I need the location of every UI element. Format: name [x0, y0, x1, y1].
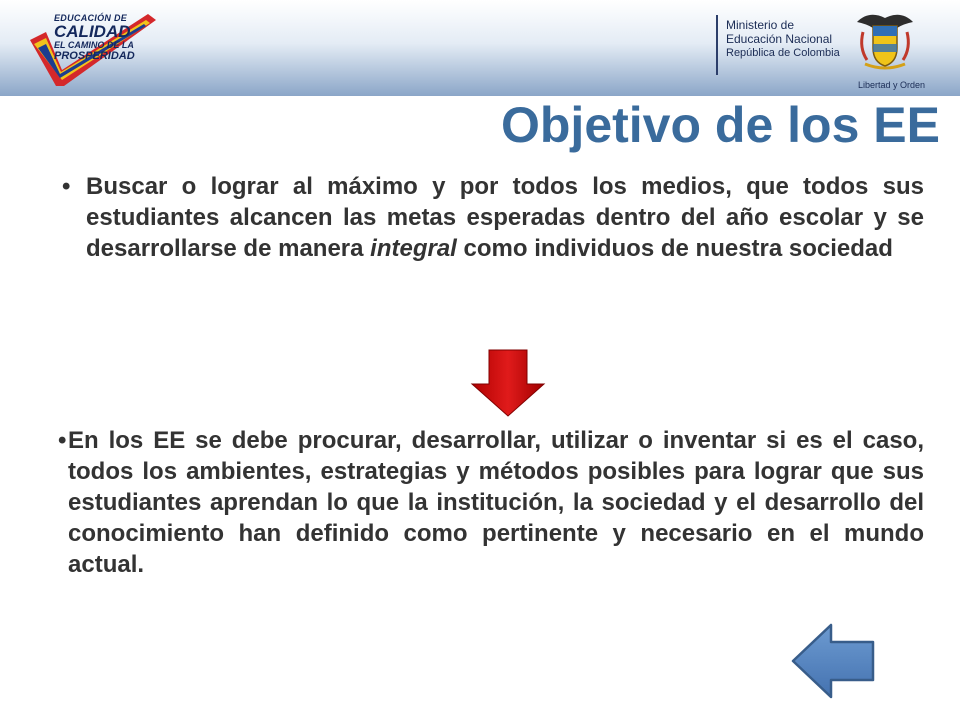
- logo-line-3: EL CAMINO DE LA: [54, 40, 134, 51]
- bullet-1-text: Buscar o lograr al máximo y por todos los medios, que todos sus estudiantes alcancen las metas esperadas dentro del año escolar y se desarrollarse de manera: [86, 173, 924, 262]
- ministry-line-2: Educación Nacional: [726, 32, 833, 47]
- bullet-2: En los EE se debe procurar, desarrollar, utilizar o inventar si es el caso, todos los ambientes, estrategias y métodos posibles para lograr que sus estudiantes aprendan lo que la institución, la sociedad y el desarrollo del conocimiento han definido como pertinente y necesario en el mundo actual.: [68, 427, 924, 578]
- ministry-line-1: Ministerio de: [726, 18, 795, 32]
- back-arrow-icon[interactable]: [790, 622, 876, 700]
- ministry-line-3: República de Colombia: [726, 46, 840, 59]
- motto-text: Libertad y Orden: [858, 80, 926, 90]
- ministry-divider: [716, 15, 718, 75]
- bullet-1: [86, 171, 924, 264]
- logo-line-4: PROSPERIDAD: [54, 49, 135, 62]
- logo-line-2: CALIDAD: [54, 22, 131, 42]
- bullet-1-emphasis: integral: [370, 235, 457, 262]
- coat-of-arms-icon: [853, 8, 917, 72]
- bullet-dot-1: •: [62, 173, 71, 200]
- down-arrow-icon: [470, 348, 546, 418]
- ministry-name: [726, 18, 856, 60]
- bullet-1-text-end: como individuos de nuestra sociedad: [456, 235, 893, 262]
- header-bar: [0, 0, 960, 96]
- slide-title: Objetivo de los EE: [501, 97, 940, 153]
- logo-text: [54, 14, 174, 62]
- bullet-dot-2: •: [58, 427, 67, 454]
- logo-line-1: EDUCACIÓN DE: [54, 13, 128, 23]
